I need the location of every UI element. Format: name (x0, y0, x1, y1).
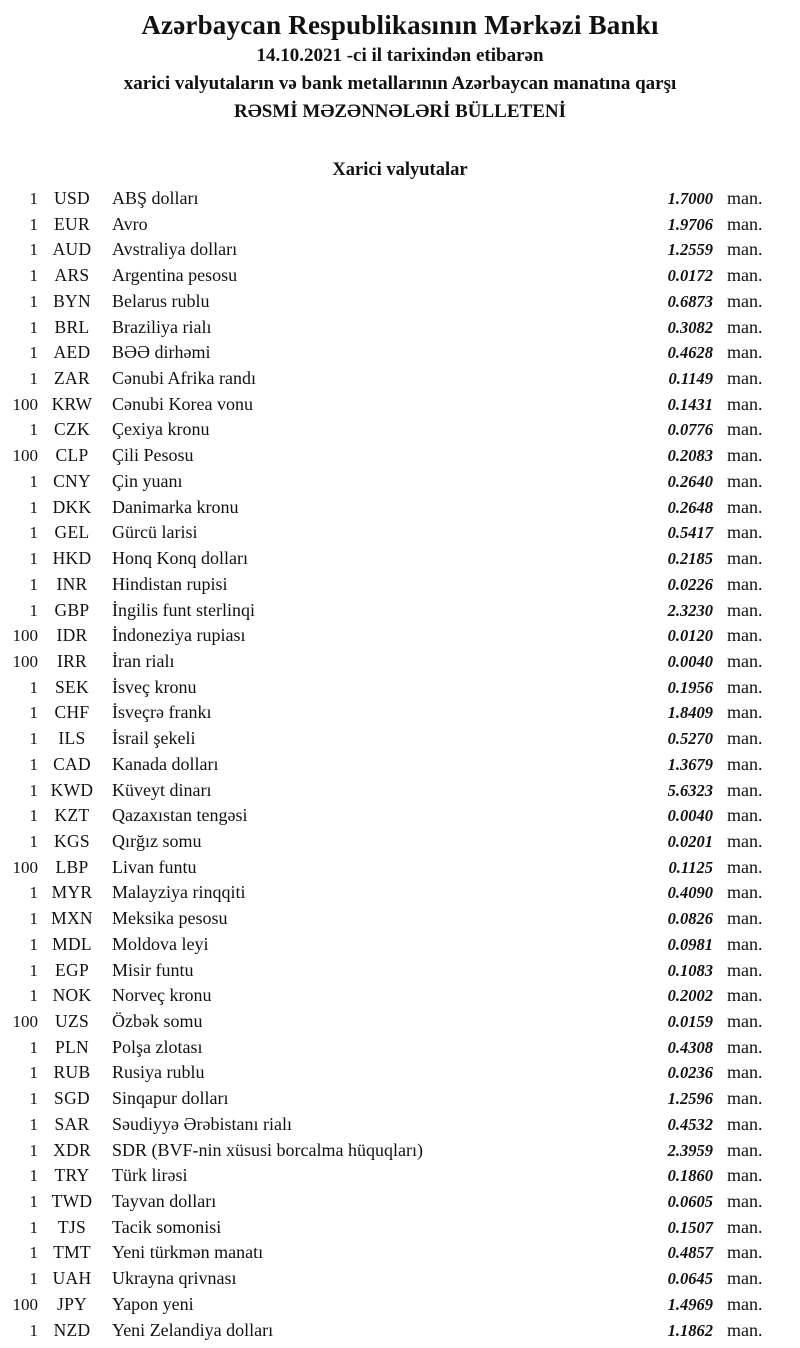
quantity-value: 1 (29, 1269, 38, 1289)
table-row (8, 1011, 770, 1037)
quantity-value: 1 (29, 986, 38, 1006)
currency-code: GEL (54, 522, 90, 543)
table-row (8, 214, 770, 240)
table-row (8, 188, 770, 214)
currency-code: RUB (53, 1062, 91, 1083)
currency-code: NZD (53, 1319, 91, 1340)
rate-value: 0.1431 (667, 394, 713, 414)
rate-value: 0.1149 (668, 369, 713, 389)
rate-value: 0.1956 (667, 677, 713, 697)
currency-name: Qırğız somu (112, 830, 202, 851)
currency-code: TJS (57, 1216, 87, 1237)
currency-name: Gürcü larisi (112, 522, 198, 543)
unit-label: man. (727, 188, 763, 208)
quantity-value: 1 (29, 189, 38, 208)
rate-value: 1.7000 (667, 189, 713, 208)
quantity-value: 1 (29, 420, 38, 440)
table-row (8, 600, 770, 626)
quantity-value: 1 (29, 266, 38, 286)
quantity-value: 100 (12, 394, 38, 414)
rate-value: 0.4532 (667, 1114, 713, 1134)
currency-name: ABŞ dolları (112, 188, 199, 208)
quantity-value: 1 (29, 934, 38, 954)
rate-value: 0.1125 (668, 857, 713, 877)
currency-code: DKK (52, 496, 92, 517)
unit-label: man. (727, 805, 763, 826)
table-row (8, 1268, 770, 1294)
quantity-value: 1 (29, 909, 38, 929)
rate-value: 0.0040 (667, 806, 713, 826)
currency-code: EGP (55, 959, 89, 980)
unit-label: man. (727, 213, 763, 234)
table-row (8, 960, 770, 986)
unit-label: man. (727, 368, 763, 389)
currency-name: İran rialı (112, 650, 175, 671)
unit-label: man. (727, 316, 763, 337)
rate-value: 0.4857 (667, 1243, 713, 1263)
table-row (8, 882, 770, 908)
currency-code: ZAR (54, 368, 90, 389)
currency-name: İngilis funt sterlinqi (112, 599, 255, 620)
rate-value: 0.5417 (667, 523, 713, 543)
rate-value: 0.0605 (667, 1192, 713, 1212)
quantity-value: 1 (29, 600, 38, 620)
currency-code: KZT (54, 805, 90, 826)
currency-code: HKD (52, 548, 92, 569)
currency-name: Küveyt dinarı (112, 779, 212, 800)
rate-value: 2.3230 (667, 600, 713, 620)
quantity-value: 1 (29, 549, 38, 569)
rate-value: 0.0172 (667, 266, 713, 286)
currency-name: Türk lirəsi (112, 1165, 188, 1186)
unit-label: man. (727, 676, 763, 697)
table-row (8, 1217, 770, 1243)
unit-label: man. (727, 599, 763, 620)
currency-code: LBP (55, 856, 89, 877)
rate-value: 5.6323 (667, 780, 713, 800)
quantity-value: 100 (12, 1012, 38, 1031)
unit-label: man. (727, 470, 763, 491)
quantity-value: 1 (29, 1217, 38, 1237)
currency-code: BYN (53, 290, 91, 311)
quantity-value: 1 (29, 780, 38, 800)
quantity-value: 1 (29, 754, 38, 774)
currency-name: Hindistan rupisi (112, 573, 228, 594)
rate-value: 1.2596 (667, 1089, 713, 1109)
currency-name: Özbək somu (112, 1011, 203, 1031)
unit-label: man. (727, 1242, 763, 1263)
quantity-value: 1 (29, 1320, 38, 1340)
rate-value: 0.0236 (667, 1063, 713, 1083)
currency-name: Yeni türkmən manatı (112, 1242, 264, 1263)
rate-value: 0.0645 (667, 1269, 713, 1289)
rate-value: 0.0120 (667, 626, 713, 646)
unit-label: man. (727, 1011, 763, 1031)
quantity-value: 1 (29, 960, 38, 980)
currency-name: BƏƏ dirhəmi (112, 342, 211, 363)
currency-code: ARS (54, 265, 90, 286)
quantity-value: 1 (29, 369, 38, 389)
table-row (8, 419, 770, 445)
currency-code: CNY (53, 470, 91, 491)
quantity-value: 1 (29, 703, 38, 723)
rate-value: 1.3679 (667, 754, 713, 774)
quantity-value: 100 (12, 626, 38, 646)
currency-code: CAD (53, 753, 91, 774)
unit-label: man. (727, 419, 763, 440)
table-row (8, 1191, 770, 1217)
table-row (8, 291, 770, 317)
currency-name: İsrail şekeli (112, 728, 196, 749)
unit-label: man. (727, 1036, 763, 1057)
unit-label: man. (727, 933, 763, 954)
table-row (8, 677, 770, 703)
currency-name: Çexiya kronu (112, 419, 210, 440)
rate-value: 0.0226 (667, 574, 713, 594)
rate-value: 0.2002 (667, 986, 713, 1006)
quantity-value: 1 (29, 729, 38, 749)
table-row (8, 1037, 770, 1063)
currency-code: SGD (54, 1088, 90, 1109)
currency-name: Misir funtu (112, 959, 194, 980)
currency-name: Kanada dolları (112, 753, 219, 774)
unit-label: man. (727, 650, 763, 671)
currency-code: MYR (51, 882, 93, 903)
currency-name: Tacik somonisi (112, 1216, 222, 1237)
quantity-value: 1 (29, 1089, 38, 1109)
currency-code: IRR (56, 650, 88, 671)
quantity-value: 1 (29, 317, 38, 337)
currency-name: Tayvan dolları (112, 1191, 217, 1212)
currency-name: Danimarka kronu (112, 496, 239, 517)
rate-value: 0.4308 (667, 1037, 713, 1057)
table-row (8, 780, 770, 806)
quantity-value: 1 (29, 1063, 38, 1083)
rate-value: 0.1083 (667, 960, 713, 980)
currency-code: MDL (52, 933, 92, 954)
currency-code: BRL (54, 316, 90, 337)
quantity-value: 1 (29, 343, 38, 363)
currency-name: Moldova leyi (112, 933, 209, 954)
currency-name: İsveç kronu (112, 676, 197, 697)
quantity-value: 1 (29, 1166, 38, 1186)
currency-code: KGS (54, 830, 90, 851)
table-row (8, 574, 770, 600)
currency-name: Sinqapur dolları (112, 1088, 229, 1109)
currency-code: KRW (51, 393, 93, 414)
page-title: Azərbaycan Respublikasının Mərkəzi Bankı (141, 10, 659, 40)
currency-name: Honq Konq dolları (112, 548, 248, 569)
currency-name: Meksika pesosu (112, 908, 228, 929)
table-row (8, 239, 770, 265)
table-row (8, 548, 770, 574)
table-row (8, 831, 770, 857)
table-row (8, 754, 770, 780)
quantity-value: 1 (29, 1037, 38, 1057)
currency-name: Belarus rublu (112, 290, 210, 311)
currency-code: CLP (55, 445, 89, 466)
currency-name: Braziliya rialı (112, 316, 212, 337)
rate-value: 0.3082 (667, 317, 713, 337)
table-row (8, 445, 770, 471)
currency-code: UAH (52, 1268, 92, 1289)
unit-label: man. (727, 522, 763, 543)
currency-code: ILS (58, 728, 86, 749)
table-row (8, 1062, 770, 1088)
quantity-value: 1 (29, 471, 38, 491)
currency-name: Qazaxıstan tengəsi (112, 805, 248, 826)
quantity-value: 100 (12, 857, 38, 877)
table-row (8, 728, 770, 754)
currency-code: GBP (54, 599, 90, 620)
currency-name: Rusiya rublu (112, 1062, 205, 1083)
quantity-value: 1 (29, 1243, 38, 1263)
currency-code: AUD (52, 239, 92, 260)
currency-name: Cənubi Korea vonu (112, 393, 253, 414)
unit-label: man. (727, 1062, 763, 1083)
rate-value: 0.2083 (667, 446, 713, 466)
rate-value: 0.1507 (667, 1217, 713, 1237)
currency-code: XDR (53, 1139, 91, 1160)
rate-value: 0.0040 (667, 651, 713, 671)
currency-name: Livan funtu (112, 856, 197, 877)
rate-value: 0.4090 (667, 883, 713, 903)
rate-value: 0.5270 (667, 729, 713, 749)
currency-name: Avstraliya dolları (112, 239, 238, 260)
currency-name: Yeni Zelandiya dolları (112, 1319, 274, 1340)
quantity-value: 1 (29, 240, 38, 260)
rate-value: 0.0776 (667, 420, 713, 440)
currency-name: Norveç kronu (112, 985, 212, 1006)
currency-code: TWD (51, 1191, 93, 1212)
currency-name: Polşa zlotası (112, 1036, 203, 1057)
section-heading: Xarici valyutalar (332, 160, 468, 180)
rate-value: 0.0826 (667, 909, 713, 929)
unit-label: man. (727, 1088, 763, 1109)
unit-label: man. (727, 239, 763, 260)
rate-value: 0.2185 (667, 549, 713, 569)
rates-table (0, 188, 800, 1345)
quantity-value: 1 (29, 677, 38, 697)
unit-label: man. (727, 779, 763, 800)
table-row (8, 702, 770, 728)
table-row (8, 857, 770, 883)
currency-name: Argentina pesosu (112, 265, 238, 286)
currency-code: CHF (54, 702, 90, 723)
quantity-value: 100 (12, 651, 38, 671)
table-row (8, 1140, 770, 1166)
quantity-value: 1 (29, 291, 38, 311)
table-row (8, 265, 770, 291)
table-row (8, 1294, 770, 1320)
rate-value: 0.2640 (667, 471, 713, 491)
currency-name: Yapon yeni (112, 1293, 194, 1314)
table-row (8, 1114, 770, 1140)
table-row (8, 651, 770, 677)
unit-label: man. (727, 908, 763, 929)
quantity-value: 100 (12, 1294, 38, 1314)
currency-name: Cənubi Afrika randı (112, 368, 256, 389)
rate-value: 1.2559 (667, 240, 713, 260)
unit-label: man. (727, 753, 763, 774)
quantity-value: 100 (12, 446, 38, 466)
table-row (8, 342, 770, 368)
bulletin-header (0, 8, 800, 126)
rate-value: 0.1860 (667, 1166, 713, 1186)
unit-label: man. (727, 445, 763, 466)
unit-label: man. (727, 1216, 763, 1237)
currency-code: SAR (54, 1113, 90, 1134)
table-row (8, 1242, 770, 1268)
table-row (8, 908, 770, 934)
quantity-value: 1 (29, 574, 38, 594)
rate-value: 1.9706 (667, 214, 713, 234)
currency-name: Avro (112, 213, 148, 234)
rate-value: 0.0159 (667, 1012, 713, 1031)
unit-label: man. (727, 625, 763, 646)
currency-name: Ukrayna qrivnası (112, 1268, 237, 1289)
currency-code: KWD (50, 779, 94, 800)
date-line: 14.10.2021 -ci il tarixindən etibarən (256, 45, 544, 66)
currency-code: MXN (51, 908, 93, 929)
table-row (8, 317, 770, 343)
unit-label: man. (727, 1165, 763, 1186)
quantity-value: 1 (29, 883, 38, 903)
rate-value: 1.4969 (667, 1294, 713, 1314)
quantity-value: 1 (29, 214, 38, 234)
currency-code: EUR (54, 213, 90, 234)
unit-label: man. (727, 830, 763, 851)
unit-label: man. (727, 548, 763, 569)
bulletin-title-line: RƏSMİ MƏZƏNNƏLƏRİ BÜLLETENİ (233, 101, 566, 122)
currency-code: TMT (53, 1242, 91, 1263)
currency-code: TRY (54, 1165, 90, 1186)
rate-value: 1.8409 (667, 703, 713, 723)
currency-name: İndoneziya rupiası (112, 625, 246, 646)
quantity-value: 1 (29, 831, 38, 851)
unit-label: man. (727, 1268, 763, 1289)
unit-label: man. (727, 702, 763, 723)
table-row (8, 625, 770, 651)
table-row (8, 522, 770, 548)
table-row (8, 394, 770, 420)
currency-code: IDR (56, 625, 88, 646)
unit-label: man. (727, 573, 763, 594)
unit-label: man. (727, 959, 763, 980)
unit-label: man. (727, 985, 763, 1006)
table-row (8, 497, 770, 523)
rate-value: 2.3959 (667, 1140, 713, 1160)
unit-label: man. (727, 1293, 763, 1314)
currency-code: JPY (56, 1293, 88, 1314)
unit-label: man. (727, 496, 763, 517)
unit-label: man. (727, 1319, 763, 1340)
currency-name: Səudiyyə Ərəbistanı rialı (112, 1113, 292, 1134)
quantity-value: 1 (29, 1114, 38, 1134)
currency-code: CZK (54, 419, 90, 440)
currency-name: Çili Pesosu (112, 445, 194, 466)
table-row (8, 985, 770, 1011)
currency-name: İsveçrə frankı (112, 702, 212, 723)
currency-code: SEK (55, 676, 89, 697)
currency-name: Malayziya rinqqiti (112, 882, 246, 903)
currency-name: SDR (BVF-nin xüsusi borcalma hüquqları) (112, 1139, 423, 1160)
unit-label: man. (727, 728, 763, 749)
currency-name: Çin yuanı (112, 470, 183, 491)
quantity-value: 1 (29, 1140, 38, 1160)
currency-code: INR (56, 573, 88, 594)
table-row (8, 805, 770, 831)
unit-label: man. (727, 1139, 763, 1160)
rate-value: 0.0981 (667, 934, 713, 954)
unit-label: man. (727, 1113, 763, 1134)
rate-value: 0.6873 (667, 291, 713, 311)
quantity-value: 1 (29, 497, 38, 517)
currency-code: AED (53, 342, 91, 363)
table-row (8, 368, 770, 394)
table-row (8, 1320, 770, 1346)
quantity-value: 1 (29, 1192, 38, 1212)
subject-line: xarici valyutaların və bank metallarının Azərbaycan manatına qarşı (123, 73, 677, 94)
unit-label: man. (727, 393, 763, 414)
quantity-value: 1 (29, 523, 38, 543)
quantity-value: 1 (29, 806, 38, 826)
rate-value: 0.4628 (667, 343, 713, 363)
unit-label: man. (727, 265, 763, 286)
currency-code: NOK (52, 985, 92, 1006)
unit-label: man. (727, 882, 763, 903)
unit-label: man. (727, 342, 763, 363)
rate-value: 0.0201 (667, 831, 713, 851)
table-row (8, 934, 770, 960)
rate-value: 1.1862 (667, 1320, 713, 1340)
table-row (8, 471, 770, 497)
rate-value: 0.2648 (667, 497, 713, 517)
table-row (8, 1165, 770, 1191)
table-row (8, 1088, 770, 1114)
unit-label: man. (727, 1191, 763, 1212)
currency-code: USD (54, 188, 90, 208)
unit-label: man. (727, 856, 763, 877)
currency-code: PLN (55, 1036, 89, 1057)
currency-code: UZS (55, 1011, 89, 1031)
unit-label: man. (727, 290, 763, 311)
